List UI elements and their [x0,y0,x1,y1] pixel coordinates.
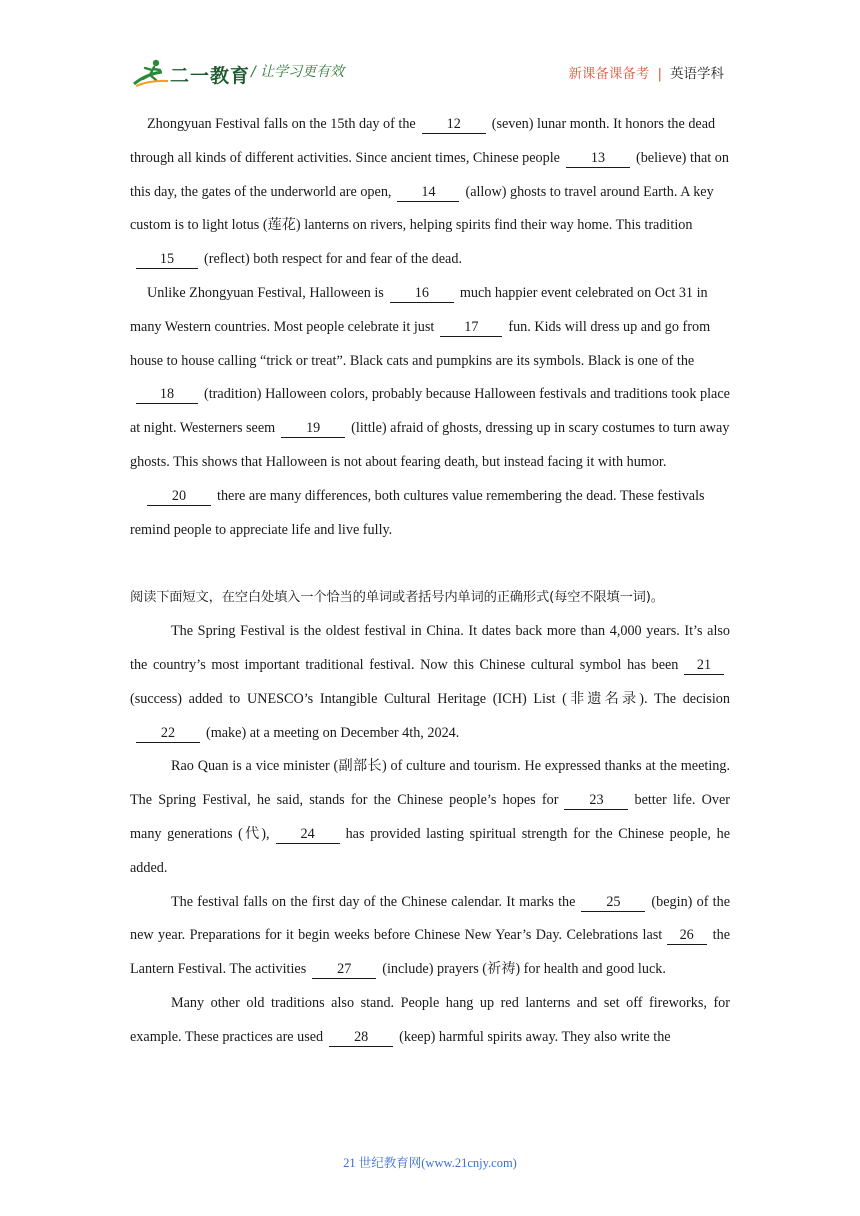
page-header [0,0,860,92]
blank-14: 14 [397,184,459,202]
text: there are many differences, both cultures value remembering the dead. These festivals remind people to appreciate life and live fully. [130,487,705,538]
text: (success) added to UNESCO’s Intangible Cultural Heritage (ICH) List (非遗名录). The decision [130,690,730,707]
header-separator: | [657,66,662,82]
passage2-paragraph4 [130,987,730,1055]
passage2-paragraph1 [130,615,730,750]
text: The festival falls on the first day of the Chinese calendar. It marks the [171,893,576,910]
blank-19: 19 [281,420,345,438]
blank-27: 27 [312,961,376,979]
text: (keep) harmful spirits away. They also write the [399,1028,671,1045]
passage2-paragraph2 [130,750,730,885]
header-subject [568,62,724,82]
document-body [130,108,730,1055]
text: Many other old traditions also stand. People hang up red lanterns and set off fireworks, for example. These practices are used [130,994,730,1045]
text: (begin) of the new year. Preparations for it begin weeks before Chinese New Year’s Day. Celebrations last [130,893,731,944]
text: (allow) ghosts to travel around Earth. A key custom is to light lotus (莲花) lanterns on rivers, helping spirits find their way home. This tradition [130,183,714,234]
section-gap [130,547,730,581]
passage1-paragraph3 [130,480,730,548]
text: (little) afraid of ghosts, dressing up in scary costumes to turn away ghosts. This shows that Halloween is not about fearing death, but instead facing it with humor. [130,420,730,470]
blank-21: 21 [684,657,724,675]
text: better life. Over many generations (代), [130,792,731,842]
blank-12: 12 [422,116,486,134]
brand-logo [132,58,250,88]
text: Rao Quan is a vice minister (副部长) of culture and tourism. He expressed thanks at the meeting. The Spring Festival, he said, stands for the Chinese people’s hopes for [130,758,730,809]
text: The Spring Festival is the oldest festival in China. It dates back more than 4,000 years. It’s also the country’s most important traditional festival. Now this Chinese cultural symbol has been [130,623,730,673]
blank-18: 18 [136,386,198,404]
text: the Lantern Festival. The activities [130,927,731,978]
passage2-paragraph3 [130,886,730,987]
text: Zhongyuan Festival falls on the 15th day of the [147,116,416,132]
text: (tradition) Halloween colors, probably because Halloween festivals and traditions took place at night. Westerners seem [130,386,730,437]
passage1-paragraph2 [130,277,730,480]
text: much happier event celebrated on Oct 31 in many Western countries. Most people celebrate it just [130,284,708,335]
blank-23: 23 [564,792,628,810]
blank-26: 26 [667,927,707,945]
text: Unlike Zhongyuan Festival, Halloween is [147,284,384,301]
header-course-label: 新课备课备考 [568,66,650,82]
blank-22: 22 [136,725,200,743]
blank-24: 24 [276,826,340,844]
exercise-instruction: 阅读下面短文，在空白处填入一个恰当的单词或者括号内单词的正确形式(每空不限填一词)。 [130,590,664,606]
text: has provided lasting spiritual strength for the Chinese people, he added. [130,825,731,876]
page-footer: 21 世纪教育网(www.21cnjy.com) [343,1156,517,1170]
text: (include) prayers (祈祷) for health and good luck. [382,961,666,978]
running-figure-icon [132,58,172,88]
text: (make) at a meeting on December 4th, 2024. [206,724,460,741]
slogan: / 让学习更有效 [251,64,345,80]
text: (believe) that on this day, the gates of the underworld are open, [130,149,729,200]
blank-17: 17 [440,319,502,337]
text: fun. Kids will dress up and go from house to house calling “trick or treat”. Black cats and pumpkins are its symbols. Black is one of the [130,318,711,369]
blank-20: 20 [147,488,211,506]
header-subject-label: 英语学科 [670,66,724,82]
passage1-paragraph1 [130,108,730,277]
text: (reflect) both respect for and fear of the dead. [204,251,462,268]
blank-13: 13 [566,150,630,168]
blank-28: 28 [329,1029,393,1047]
blank-16: 16 [390,285,454,303]
logo-wordmark: 二一教育 [170,65,251,87]
text: (seven) lunar month. It honors the dead through all kinds of different activities. Since ancient times, Chinese people [130,116,716,166]
blank-25: 25 [581,894,645,912]
blank-15: 15 [136,251,198,269]
